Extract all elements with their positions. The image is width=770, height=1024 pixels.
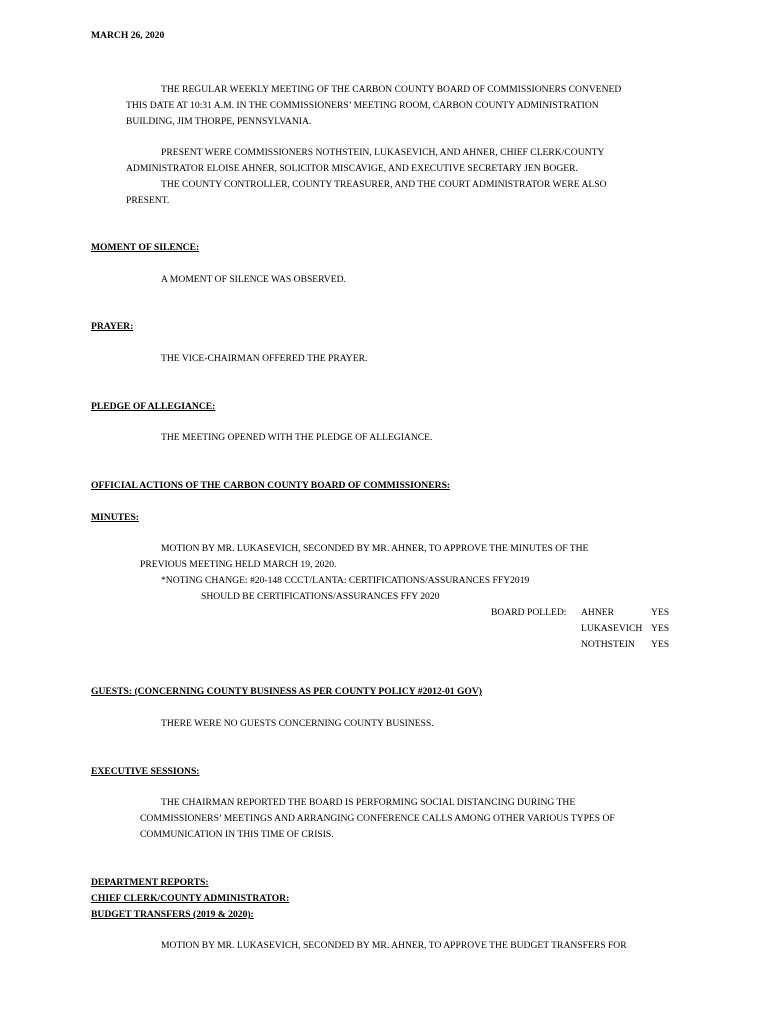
- minutes-line: *NOTING CHANGE: #20-148 CCCT/LANTA: CERTIFICATIONS/ASSURANCES FFY2019: [161, 575, 530, 586]
- poll-vote: YES: [651, 623, 670, 634]
- poll-label: BOARD POLLED:: [491, 607, 567, 618]
- poll-name: LUKASEVICH: [581, 623, 643, 634]
- prayer-text: THE VICE-CHAIRMAN OFFERED THE PRAYER.: [161, 353, 368, 364]
- intro-line: BUILDING, JIM THORPE, PENNSYLVANIA.: [126, 116, 312, 127]
- executive-sessions-heading: EXECUTIVE SESSIONS:: [91, 766, 200, 777]
- attendance-line: PRESENT.: [126, 195, 170, 206]
- minutes-line: PREVIOUS MEETING HELD MARCH 19, 2020.: [140, 559, 337, 570]
- guests-heading: GUESTS: (CONCERNING COUNTY BUSINESS AS PER COUNTY POLICY #2012-01 GOV): [91, 686, 482, 697]
- executive-sessions-line: COMMISSIONERS’ MEETINGS AND ARRANGING CONFERENCE CALLS AMONG OTHER VARIOUS TYPES OF: [140, 813, 615, 824]
- chief-clerk-heading: CHIEF CLERK/COUNTY ADMINISTRATOR:: [91, 893, 290, 904]
- date-header: MARCH 26, 2020: [91, 30, 165, 41]
- intro-line: THIS DATE AT 10:31 A.M. IN THE COMMISSIONERS’ MEETING ROOM, CARBON COUNTY ADMINISTRATION: [126, 100, 599, 111]
- minutes-heading: MINUTES:: [91, 512, 139, 523]
- executive-sessions-line: THE CHAIRMAN REPORTED THE BOARD IS PERFORMING SOCIAL DISTANCING DURING THE: [161, 797, 576, 808]
- pledge-heading: PLEDGE OF ALLEGIANCE:: [91, 401, 216, 412]
- executive-sessions-line: COMMUNICATION IN THIS TIME OF CRISIS.: [140, 829, 334, 840]
- prayer-heading: PRAYER:: [91, 321, 134, 332]
- attendance-line: PRESENT WERE COMMISSIONERS NOTHSTEIN, LUKASEVICH, AND AHNER, CHIEF CLERK/COUNTY: [161, 147, 605, 158]
- attendance-line: ADMINISTRATOR ELOISE AHNER, SOLICITOR MISCAVIGE, AND EXECUTIVE SECRETARY JEN BOGER.: [126, 163, 578, 174]
- minutes-line: SHOULD BE CERTIFICATIONS/ASSURANCES FFY 2020: [201, 591, 440, 602]
- poll-name: AHNER: [581, 607, 615, 618]
- poll-name: NOTHSTEIN: [581, 639, 635, 650]
- pledge-text: THE MEETING OPENED WITH THE PLEDGE OF ALLEGIANCE.: [161, 432, 433, 443]
- intro-line: THE REGULAR WEEKLY MEETING OF THE CARBON COUNTY BOARD OF COMMISSIONERS CONVENED: [161, 84, 622, 95]
- official-actions-heading: OFFICIAL ACTIONS OF THE CARBON COUNTY BOARD OF COMMISSIONERS:: [91, 480, 451, 491]
- budget-transfers-line: MOTION BY MR. LUKASEVICH, SECONDED BY MR. AHNER, TO APPROVE THE BUDGET TRANSFERS FOR: [161, 940, 627, 951]
- moment-of-silence-text: A MOMENT OF SILENCE WAS OBSERVED.: [161, 274, 346, 285]
- poll-vote: YES: [651, 607, 670, 618]
- department-reports-heading: DEPARTMENT REPORTS:: [91, 877, 209, 888]
- budget-transfers-heading: BUDGET TRANSFERS (2019 & 2020):: [91, 909, 254, 920]
- moment-of-silence-heading: MOMENT OF SILENCE:: [91, 242, 200, 253]
- minutes-line: MOTION BY MR. LUKASEVICH, SECONDED BY MR. AHNER, TO APPROVE THE MINUTES OF THE: [161, 543, 589, 554]
- guests-text: THERE WERE NO GUESTS CONCERNING COUNTY BUSINESS.: [161, 718, 434, 729]
- attendance-line: THE COUNTY CONTROLLER, COUNTY TREASURER, AND THE COURT ADMINISTRATOR WERE ALSO: [161, 179, 607, 190]
- poll-vote: YES: [651, 639, 670, 650]
